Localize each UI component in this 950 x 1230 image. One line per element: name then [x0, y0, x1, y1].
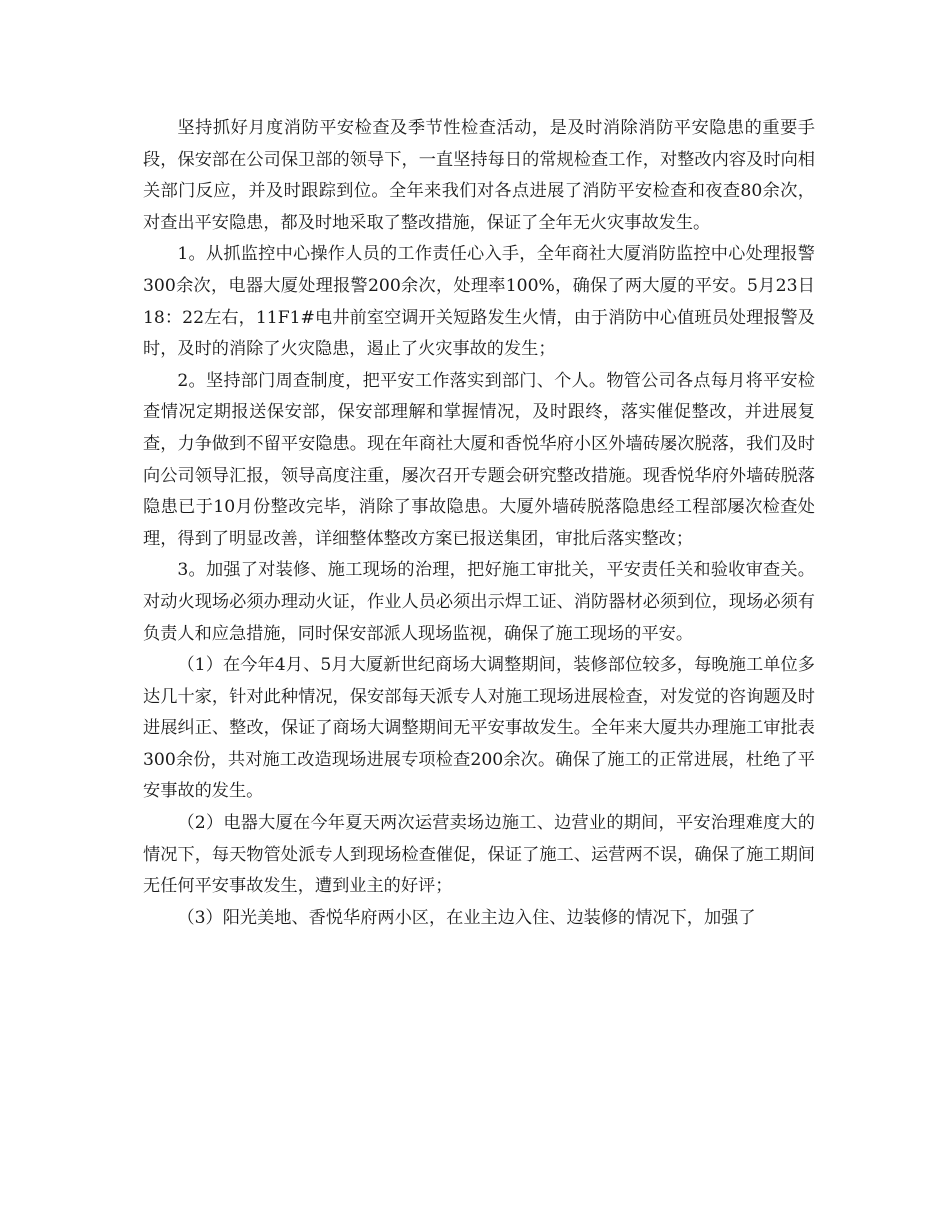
paragraph-item-2-weekly-inspection: 2。坚持部门周查制度，把平安工作落实到部门、个人。物管公司各点每月将平安检查情况定期报送保安部，保安部理解和掌握情况，及时跟终，落实催促整改，并进展复查，力争做到不留平安隐患。现在年商社大厦和香悦华府小区外墙砖屡次脱落，我们及时向公司领导汇报，领导高度注重，屡次召开专题会研究整改措施。现香悦华府外墙砖脱落隐患已于10月份整改完毕，消除了事故隐患。大厦外墙砖脱落隐患经工程部屡次检查处理，得到了明显改善，详细整体整改方案已报送集团，审批后落实整改；: [143, 370, 815, 549]
paragraph-fire-safety-inspection: 坚持抓好月度消防平安检查及季节性检查活动，是及时消除消防平安隐患的重要手段，保安部在公司保卫部的领导下，一直坚持每日的常规检查工作，对整改内容及时向相关部门反应，并及时跟踪到位。全年来我们对各点进展了消防平安检查和夜查80余次，对查出平安隐患，都及时地采取了整改措施，保证了全年无火灾事故发生。: [143, 118, 815, 233]
paragraph-item-1-monitoring-center: 1。从抓监控中心操作人员的工作责任心入手，全年商社大厦消防监控中心处理报警300余次，电器大厦处理报警200余次，处理率100%，确保了两大厦的平安。5月23日18：22左右，11F1#电井前室空调开关短路发生火情，由于消防中心值班员处理报警及时，及时的消除了火灾隐患，遏止了火灾事故的发生；: [143, 244, 815, 360]
body-text: [143, 113, 815, 934]
paragraph-subitem-3-residential-areas: （3）阳光美地、香悦华府两小区，在业主边入住、边装修的情况下，加强了: [177, 907, 756, 928]
paragraph-item-3-construction-site: 3。加强了对装修、施工现场的治理，把好施工审批关，平安责任关和验收审查关。对动火现场必须办理动火证，作业人员必须出示焊工证、消防器材必须到位，现场必须有负责人和应急措施，同时保安部派人现场监视，确保了施工现场的平安。: [143, 560, 815, 644]
paragraph-subitem-1-mall-adjustment: （1）在今年4月、5月大厦新世纪商场大调整期间，装修部位较多，每晚施工单位多达几十家，针对此种情况，保安部每天派专人对施工现场进展检查，对发觉的咨询题及时进展纠正、整改，保证了商场大调整期间无平安事故发生。全年来大厦共办理施工审批表300余份，共对施工改造现场进展专项检查200余次。确保了施工的正常进展，杜绝了平安事故的发生。: [143, 655, 815, 802]
paragraph-subitem-2-electrical-building: （2）电器大厦在今年夏天两次运营卖场边施工、边营业的期间，平安治理难度大的情况下，每天物管处派专人到现场检查催促，保证了施工、运营两不误，确保了施工期间无任何平安事故发生，遭到业主的好评；: [143, 813, 815, 897]
